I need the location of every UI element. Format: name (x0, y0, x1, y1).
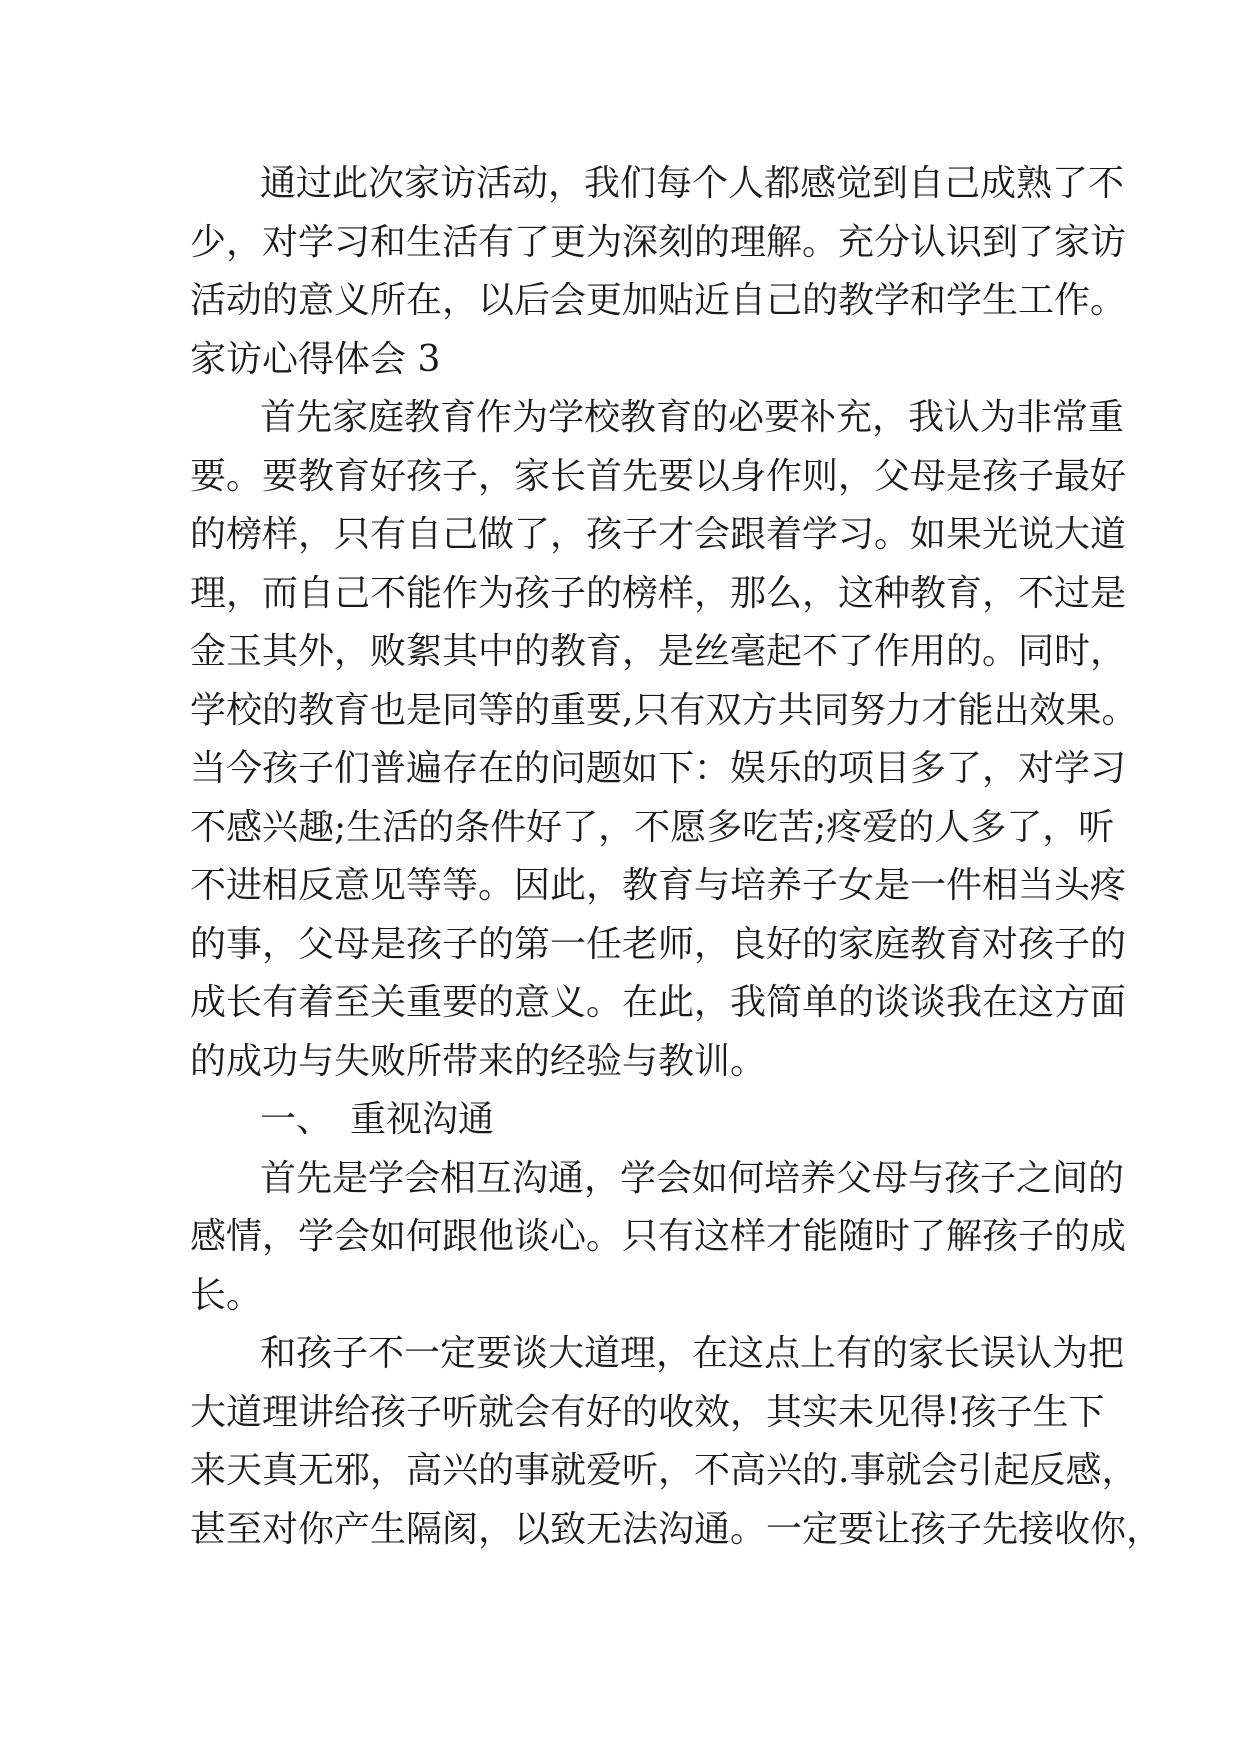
paragraph-line: 要。要教育好孩子，家长首先要以身作则，父母是孩子最好 (190, 455, 1127, 497)
paragraph-line: 少，对学习和生活有了更为深刻的理解。充分认识到了家访 (190, 221, 1127, 263)
document-body (190, 155, 1163, 1559)
paragraph-line: 不感兴趣;生活的条件好了，不愿多吃苦;疼爱的人多了，听 (190, 806, 1115, 848)
paragraph-line: 首先家庭教育作为学校教育的必要补充，我认为非常重 (260, 397, 1125, 438)
paragraph-line: 首先是学会相互沟通，学会如何培养父母与孩子之间的 (260, 1157, 1125, 1199)
paragraph-line: 活动的意义所在，以后会更加贴近自己的教学和学生工作。 (190, 280, 1127, 321)
paragraph-line: 长。 (190, 1274, 263, 1316)
subsection-heading: 一、 重视沟通 (260, 1099, 495, 1140)
paragraph-line: 甚至对你产生隔阂，以致无法沟通。一定要让孩子先接收你， (190, 1508, 1163, 1550)
paragraph-line: 通过此次家访活动，我们每个人都感觉到自己成熟了不 (260, 163, 1125, 204)
paragraph-line: 学校的教育也是同等的重要,只有双方共同努力才能出效果。 (190, 689, 1138, 731)
paragraph-line: 理，而自己不能作为孩子的榜样，那么，这种教育，不过是 (190, 572, 1127, 614)
paragraph-line: 来天真无邪，高兴的事就爱听，不高兴的.事就会引起反感， (190, 1450, 1138, 1491)
paragraph-line: 和孩子不一定要谈大道理，在这点上有的家长误认为把 (260, 1333, 1125, 1374)
paragraph-line: 大道理讲给孩子听就会有好的收效，其实未见得!孩子生下 (190, 1391, 1105, 1433)
paragraph-line: 当今孩子们普遍存在的问题如下：娱乐的项目多了，对学习 (190, 748, 1127, 789)
paragraph-line: 成长有着至关重要的意义。在此，我简单的谈谈我在这方面 (190, 982, 1127, 1023)
paragraph-line: 感情，学会如何跟他谈心。只有这样才能随时了解孩子的成 (190, 1216, 1127, 1257)
paragraph-line: 不进相反意见等等。因此，教育与培养子女是一件相当头疼 (190, 865, 1127, 906)
section-heading: 家访心得体会 3 (190, 338, 441, 380)
paragraph-line: 的榜样，只有自己做了，孩子才会跟着学习。如果光说大道 (190, 514, 1127, 555)
paragraph-line: 的成功与失败所带来的经验与教训。 (190, 1040, 767, 1082)
paragraph-line: 金玉其外，败絮其中的教育，是丝毫起不了作用的。同时， (190, 631, 1127, 672)
paragraph-line: 的事，父母是孩子的第一任老师，良好的家庭教育对孩子的 (190, 923, 1127, 965)
